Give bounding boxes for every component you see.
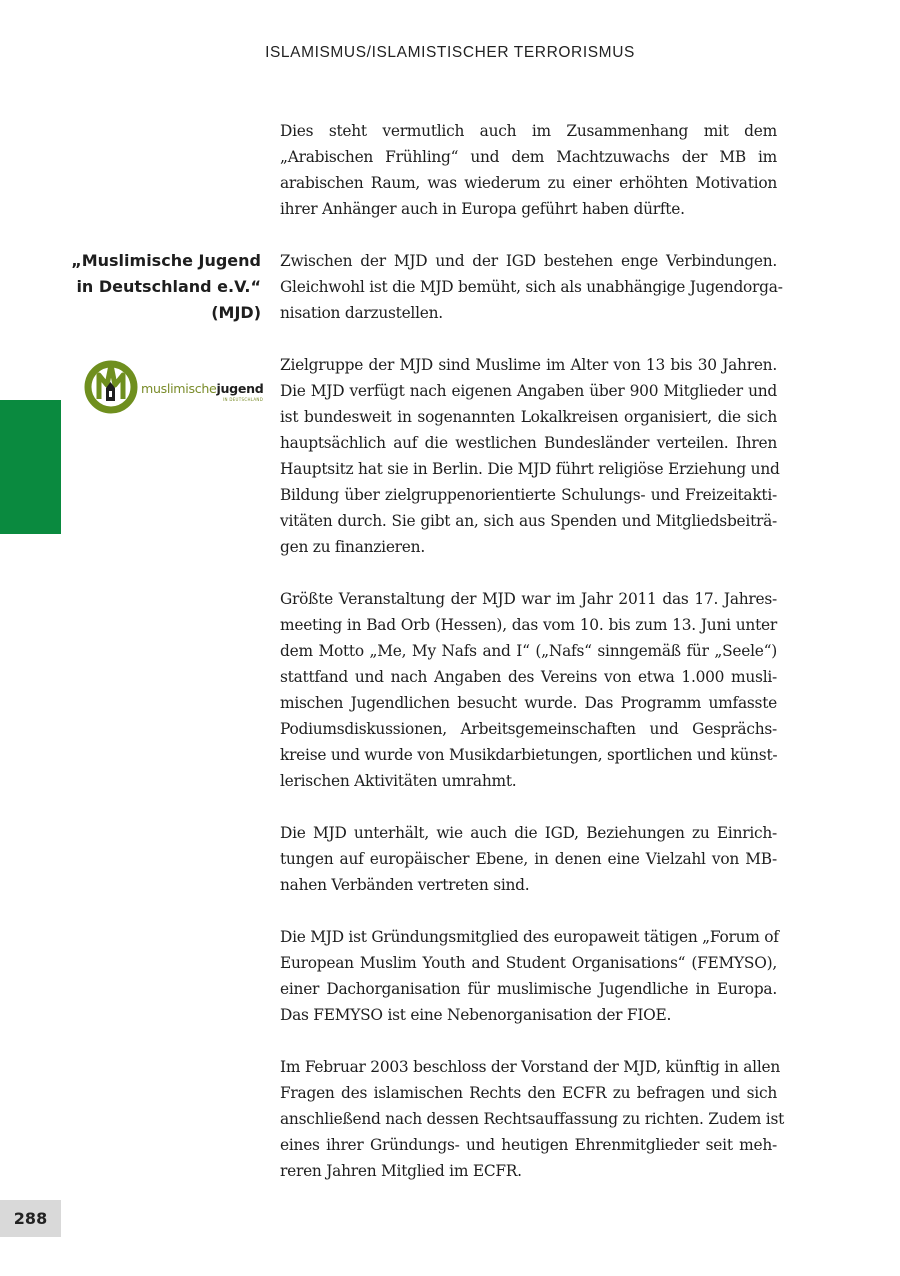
paragraph-line: eines ihrer Gründungs- und heutigen Ehrenmitglieder seit meh- [280,1136,777,1154]
section-side-heading [60,248,261,326]
paragraph-line: Im Februar 2003 beschloss der Vorstand der MJD, künftig in allen [280,1058,781,1076]
running-header: ISLAMISMUS/ISLAMISTISCHER TERRORISMUS [265,44,635,61]
paragraph-line: European Muslim Youth and Student Organisations“ (FEMYSO), [280,954,777,972]
paragraph-line: kreise und wurde von Musikdarbietungen, sportlichen und künst- [280,746,778,764]
paragraph-line: lerischen Aktivitäten umrahmt. [280,772,517,790]
mjd-logo-icon [83,355,143,417]
paragraph-line: Größte Veranstaltung der MJD war im Jahr 2011 das 17. Jahres- [280,590,777,608]
paragraph-line: Podiumsdiskussionen, Arbeitsgemeinschaften und Gesprächs- [280,720,777,738]
paragraph-line: Zielgruppe der MJD sind Muslime im Alter von 13 bis 30 Jahren. [280,356,777,374]
paragraph-line: dem Motto „Me, My Nafs and I“ („Nafs“ sinngemäß für „Seele“) [280,642,777,660]
body-paragraph [280,820,777,898]
paragraph-line: nahen Verbänden vertreten sind. [280,876,530,894]
body-paragraph [280,248,783,326]
paragraph-line: meeting in Bad Orb (Hessen), das vom 10. bis zum 13. Juni unter [280,616,777,634]
side-heading-line: (MJD) [211,303,261,322]
page-number: 288 [0,1200,61,1237]
mjd-logo [83,355,265,417]
main-text [280,118,785,1210]
paragraph-line: Dies steht vermutlich auch im Zusammenhang mit dem [280,122,777,140]
paragraph-line: einer Dachorganisation für muslimische Jugendliche in Europa. [280,980,777,998]
paragraph-line: Die MJD verfügt nach eigenen Angaben über 900 Mitglieder und [280,382,777,400]
side-heading-line: in Deutschland e.V.“ [76,277,261,296]
logo-wordmark [141,382,264,396]
paragraph-line: Hauptsitz hat sie in Berlin. Die MJD führt religiöse Erziehung und [280,460,780,478]
paragraph-line: Die MJD unterhält, wie auch die IGD, Beziehungen zu Einrich- [280,824,777,842]
paragraph-line: anschließend nach dessen Rechtsauffassung zu richten. Zudem ist [280,1110,785,1128]
paragraph-line: ihrer Anhänger auch in Europa geführt haben dürfte. [280,200,685,218]
paragraph-line: vitäten durch. Sie gibt an, sich aus Spenden und Mitgliedsbeiträ- [280,512,777,530]
side-heading-line: „Muslimische Jugend [71,251,261,270]
paragraph-line: gen zu finanzieren. [280,538,425,556]
logo-word-2: jugend [216,381,264,396]
paragraph-line: Fragen des islamischen Rechts den ECFR zu befragen und sich [280,1084,777,1102]
body-paragraph [280,924,777,1028]
body-paragraph [280,586,777,794]
logo-subtitle: IN DEUTSCHLAND [223,397,264,402]
paragraph-line: hauptsächlich auf die westlichen Bundesländer verteilen. Ihren [280,434,777,452]
paragraph-line: ist bundesweit in sogenannten Lokalkreisen organisiert, die sich [280,408,777,426]
paragraph-line: Das FEMYSO ist eine Nebenorganisation der FIOE. [280,1006,672,1024]
chapter-tab-marker [0,400,61,534]
paragraph-line: arabischen Raum, was wiederum zu einer erhöhten Motivation [280,174,777,192]
paragraph-line: Die MJD ist Gründungsmitglied des europaweit tätigen „Forum of [280,928,779,946]
body-paragraph [280,118,777,222]
paragraph-line: reren Jahren Mitglied im ECFR. [280,1162,522,1180]
paragraph-line: mischen Jugendlichen besucht wurde. Das Programm umfasste [280,694,777,712]
body-paragraph [280,352,780,560]
paragraph-line: stattfand und nach Angaben des Vereins von etwa 1.000 musli- [280,668,777,686]
paragraph-line: tungen auf europäischer Ebene, in denen eine Vielzahl von MB- [280,850,777,868]
paragraph-line: Zwischen der MJD und der IGD bestehen enge Verbindungen. [280,252,777,270]
paragraph-line: „Arabischen Frühling“ und dem Machtzuwachs der MB im [280,148,777,166]
logo-word-1: muslimische [141,381,217,396]
body-paragraph [280,1054,785,1184]
paragraph-line: Gleichwohl ist die MJD bemüht, sich als unabhängige Jugendorga- [280,278,783,296]
paragraph-line: Bildung über zielgruppenorientierte Schulungs- und Freizeitakti- [280,486,777,504]
paragraph-line: nisation darzustellen. [280,304,443,322]
